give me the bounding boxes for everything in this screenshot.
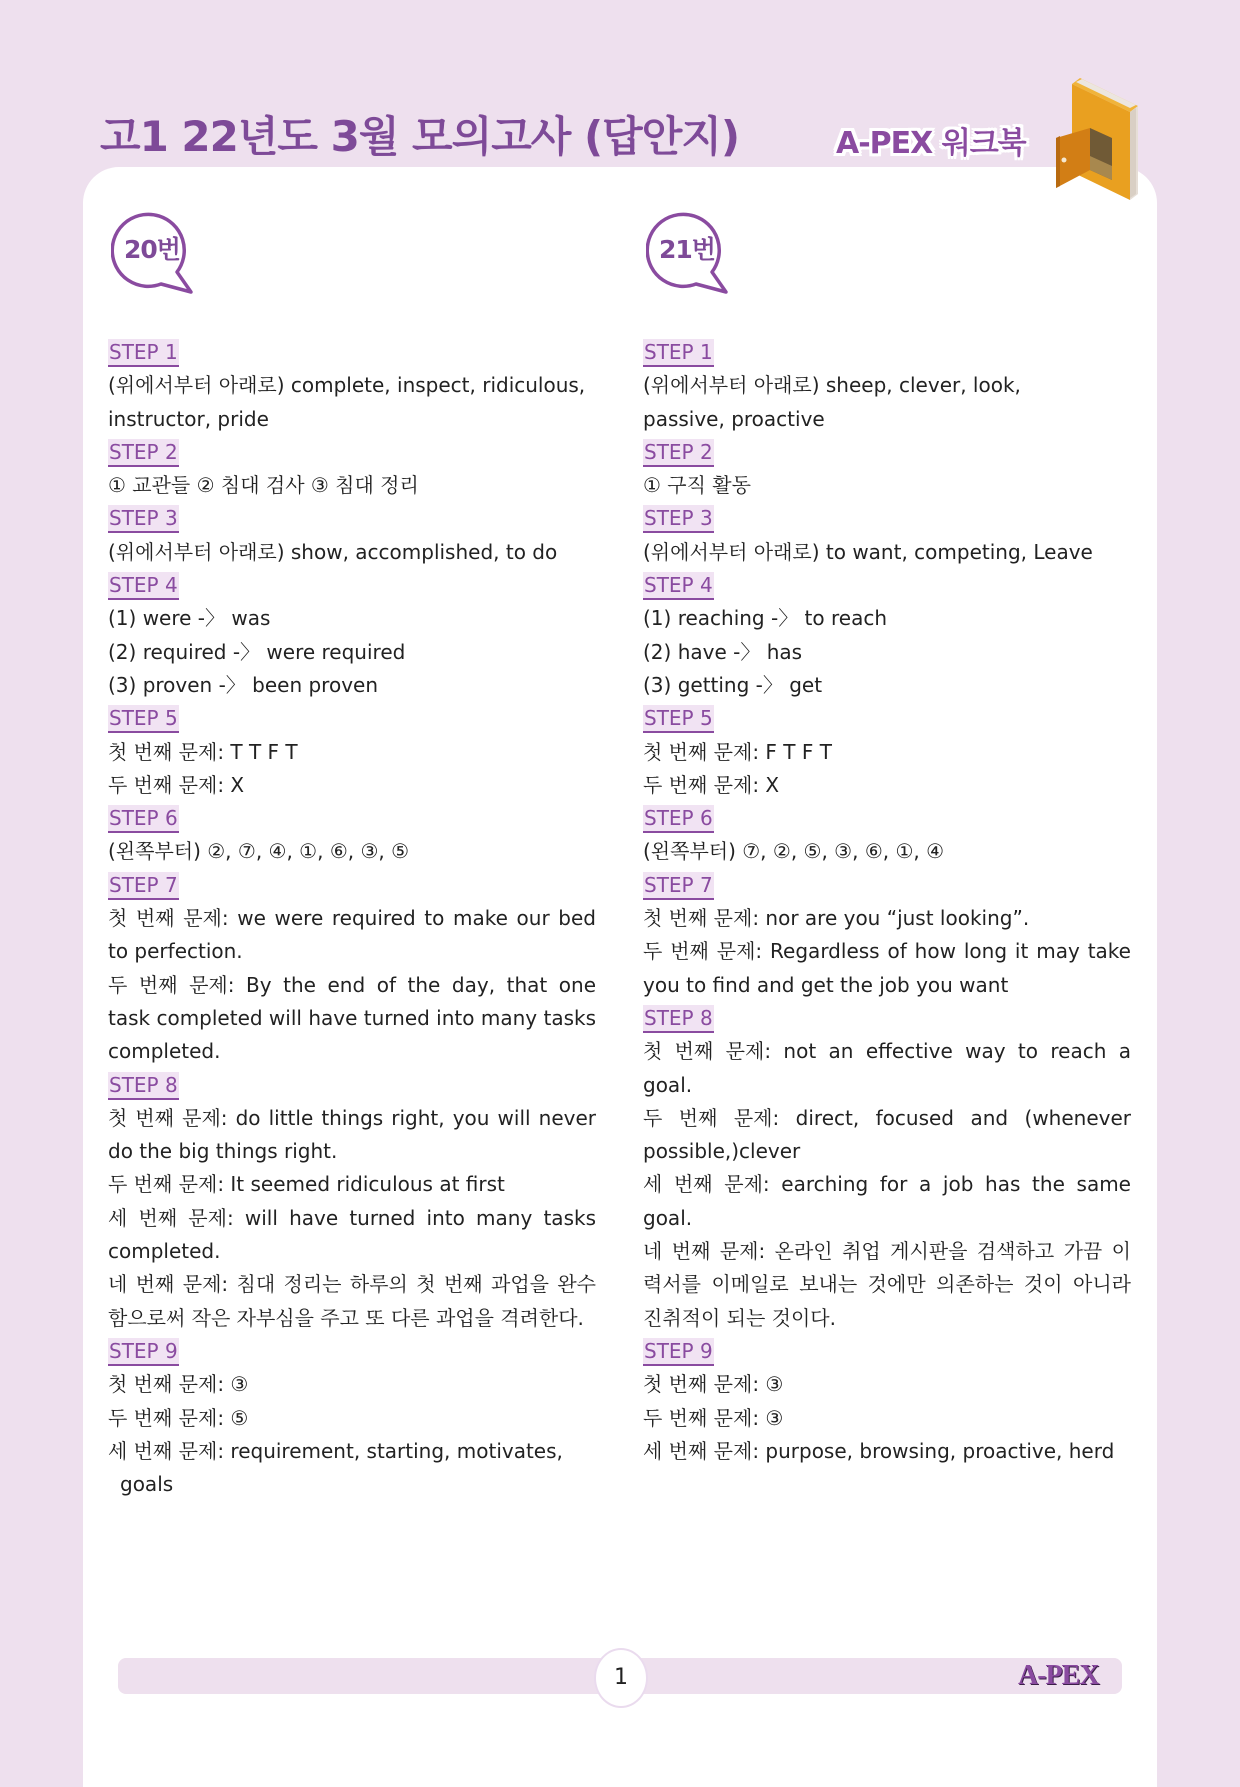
step-heading: STEP 9 — [643, 1338, 714, 1366]
answer-line: 첫 번째 문제: we were required to make our bed — [108, 906, 596, 931]
answer-line: 두 번째 문제: X — [108, 772, 245, 797]
answer-line: ① 교관들 ② 침대 검사 ③ 침대 정리 — [108, 473, 419, 498]
answer-line: 첫 번째 문제: T T F T — [108, 739, 298, 764]
answer-line: 두 번째 문제: ⑤ — [108, 1405, 249, 1430]
answer-line: completed. — [108, 1239, 221, 1264]
answer-line: (2) required -〉 were required — [108, 639, 406, 664]
step-heading-row — [643, 502, 1131, 535]
step-heading-row — [643, 336, 1131, 369]
answer-line: instructor, pride — [108, 406, 269, 431]
step-heading-row — [108, 1069, 596, 1102]
answer-line: (1) were -〉 was — [108, 606, 271, 631]
brand-label: A-PEX 워크북 — [836, 126, 1026, 161]
book-door-icon — [1050, 76, 1150, 202]
page-number: 1 — [594, 1648, 648, 1708]
badge-label: 21번 — [659, 235, 715, 264]
answers-column-20 — [108, 336, 596, 1501]
answer-line: 첫 번째 문제: ③ — [108, 1372, 249, 1397]
answer-line: 두 번째 문제: By the end of the day, that one — [108, 972, 596, 997]
answer-line: (3) getting -〉 get — [643, 672, 823, 697]
step-heading: STEP 2 — [108, 439, 179, 467]
step-heading-row — [108, 1335, 596, 1368]
step-heading: STEP 4 — [108, 572, 179, 600]
answer-line: (위에서부터 아래로) sheep, clever, look, — [643, 373, 1021, 398]
answer-line: 두 번째 문제: Regardless of how long it may take — [643, 939, 1131, 964]
step-heading: STEP 3 — [643, 505, 714, 533]
step-heading-row — [643, 569, 1131, 602]
answer-line: do the big things right. — [108, 1139, 338, 1164]
answer-line: (위에서부터 아래로) complete, inspect, ridiculous, — [108, 373, 586, 398]
step-heading-row — [108, 502, 596, 535]
answer-line: 두 번째 문제: It seemed ridiculous at first — [108, 1172, 505, 1197]
answer-line: you to find and get the job you want — [643, 972, 1009, 997]
answer-line: goals — [120, 1472, 174, 1497]
answer-line: ① 구직 활동 — [643, 473, 751, 498]
answer-line: 두 번째 문제: direct, focused and (whenever — [643, 1105, 1131, 1130]
answer-line: 첫 번째 문제: do little things right, you will never — [108, 1105, 596, 1130]
page-title: 고1 22년도 3월 모의고사 (답안지) — [100, 112, 740, 161]
footer-brand-logo: A-PEX — [1018, 1660, 1099, 1691]
answer-line: 네 번째 문제: 침대 정리는 하루의 첫 번째 과업을 완수 — [108, 1272, 596, 1297]
answer-line: (1) reaching -〉 to reach — [643, 606, 888, 631]
step-heading-row — [643, 1002, 1131, 1035]
answer-line: 첫 번째 문제: not an effective way to reach a — [643, 1039, 1131, 1064]
step-heading: STEP 1 — [643, 339, 714, 367]
step-heading-row — [643, 869, 1131, 902]
step-heading: STEP 6 — [108, 805, 179, 833]
step-heading: STEP 6 — [643, 805, 714, 833]
answer-line: 두 번째 문제: ③ — [643, 1405, 784, 1430]
step-heading-row — [108, 869, 596, 902]
answer-line: 네 번째 문제: 온라인 취업 게시판을 검색하고 가끔 이 — [643, 1239, 1131, 1264]
step-heading-row — [108, 802, 596, 835]
step-heading-row — [643, 436, 1131, 469]
step-heading: STEP 5 — [108, 705, 179, 733]
step-heading: STEP 3 — [108, 505, 179, 533]
answer-line: passive, proactive — [643, 406, 825, 431]
answer-line: 세 번째 문제: will have turned into many tasks — [108, 1205, 596, 1230]
step-heading: STEP 7 — [108, 872, 179, 900]
answer-line: 첫 번째 문제: ③ — [643, 1372, 784, 1397]
question-badge-21 — [646, 208, 732, 294]
answer-line: completed. — [108, 1039, 221, 1064]
badge-label: 20번 — [124, 235, 180, 264]
step-heading: STEP 7 — [643, 872, 714, 900]
step-heading-row — [108, 336, 596, 369]
step-heading-row — [643, 702, 1131, 735]
answer-line: goal. — [643, 1205, 693, 1230]
answer-line: (3) proven -〉 been proven — [108, 672, 379, 697]
step-heading-row — [108, 569, 596, 602]
step-heading: STEP 9 — [108, 1338, 179, 1366]
answer-line: 첫 번째 문제: F T F T — [643, 739, 832, 764]
answers-column-21 — [643, 336, 1131, 1468]
step-heading: STEP 5 — [643, 705, 714, 733]
step-heading-row — [108, 436, 596, 469]
question-badge-20 — [111, 208, 197, 294]
answer-line: 세 번째 문제: purpose, browsing, proactive, herd — [643, 1438, 1115, 1463]
answer-line: 첫 번째 문제: nor are you “just looking”. — [643, 906, 1030, 931]
step-heading-row — [643, 802, 1131, 835]
step-heading: STEP 2 — [643, 439, 714, 467]
step-heading-row — [643, 1335, 1131, 1368]
step-heading: STEP 4 — [643, 572, 714, 600]
answer-line: 함으로써 작은 자부심을 주고 또 다른 과업을 격려한다. — [108, 1305, 584, 1330]
answer-line: possible,)clever — [643, 1139, 801, 1164]
answer-line: (왼쪽부터) ⑦, ②, ⑤, ③, ⑥, ①, ④ — [643, 839, 945, 864]
step-heading: STEP 8 — [643, 1005, 714, 1033]
answer-line: task completed will have turned into many tasks — [108, 1005, 596, 1030]
answer-line: (왼쪽부터) ②, ⑦, ④, ①, ⑥, ③, ⑤ — [108, 839, 410, 864]
step-heading-row — [108, 702, 596, 735]
step-heading: STEP 1 — [108, 339, 179, 367]
answer-line: (위에서부터 아래로) show, accomplished, to do — [108, 539, 558, 564]
answer-line: (2) have -〉 has — [643, 639, 803, 664]
answer-line: 력서를 이메일로 보내는 것에만 의존하는 것이 아니라 — [643, 1272, 1131, 1297]
answer-line: to perfection. — [108, 939, 243, 964]
answer-line: goal. — [643, 1072, 693, 1097]
step-heading: STEP 8 — [108, 1072, 179, 1100]
answer-line: (위에서부터 아래로) to want, competing, Leave — [643, 539, 1093, 564]
answer-line: 세 번째 문제: requirement, starting, motivates, — [108, 1438, 563, 1463]
answer-line: 두 번째 문제: X — [643, 772, 780, 797]
answer-line: 세 번째 문제: earching for a job has the same — [643, 1172, 1131, 1197]
answer-line: 진취적이 되는 것이다. — [643, 1305, 836, 1330]
